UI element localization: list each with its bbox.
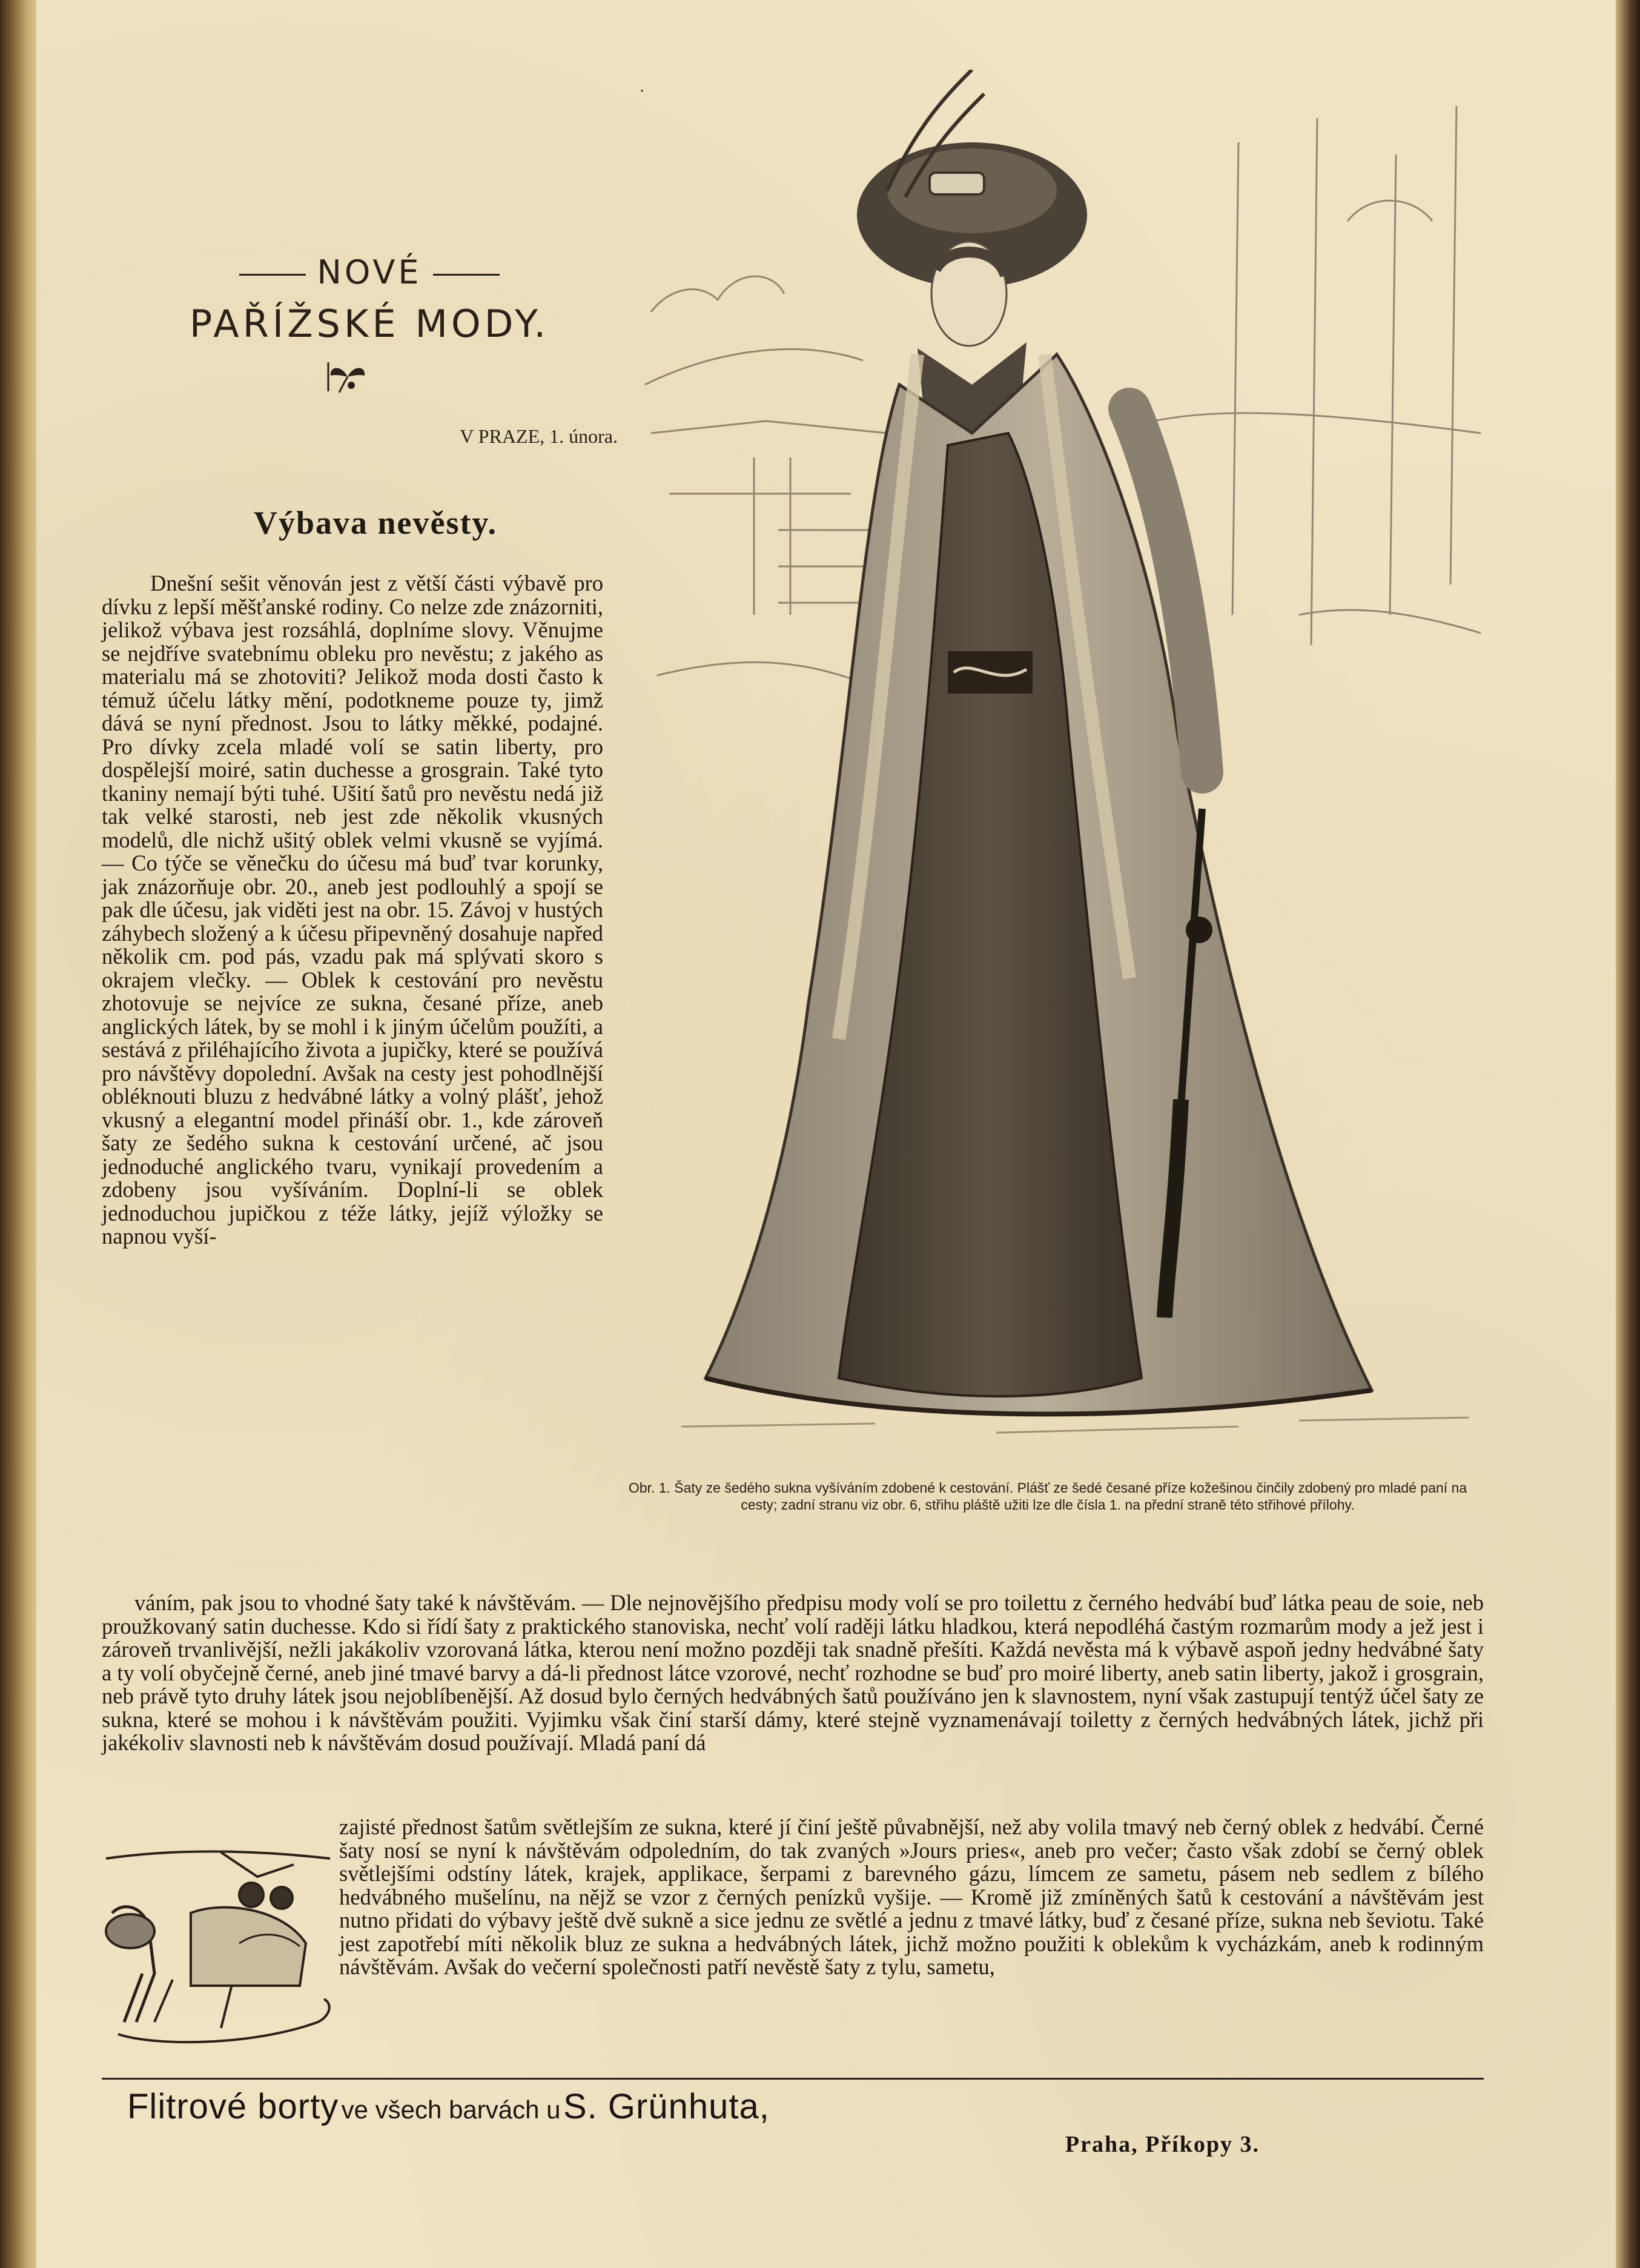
dateline: V PRAZE, 1. února. — [460, 425, 618, 447]
sleigh-vignette — [100, 1840, 339, 2054]
article-continued-full-width: váním, pak jsou to vhodné šaty také k návštěvám. — Dle nejnovějšího předpisu mody volí se pro toilettu z černého hedvábí buď látka peau de soie, neb proužkovaný satin duchesse. Kdo si řídí šaty z praktického stanoviska, nechť volí raději látku hladkou, která nepodléhá častým rozmarům mody a jež jest i zároveň trvanlivější, nežli jakákoliv vzorovaná látka, kterou není možno později tak snadně přešíti. Každá nevěsta má k výbavě aspoň jedny hedvábné šaty a ty volí obyčejně černé, aneb jiné tmavé barvy a dá-li přednost látce vzorové, nechť rozhodne se buď pro moiré liberty, aneb satin liberty, jakož i grosgrain, neb právě tyto druhy látek jsou nejoblíbenější. Až dosud bylo černých hedvábných šatů používáno jen k slavnostem, nyní však zastupují tentýž účel šaty ze sukna, které se mohou i k návštěvám použiti. Vyjimku však činí starší dámy, které stejně vyznamenávají toiletty z černých hedvábných látek, jichž při jakékoliv slavnosti neb k návštěvám dosud používají. Mladá paní dá — [102, 1590, 1484, 1755]
advertisement-middle: ve všech barvách u — [341, 2095, 561, 2124]
fashion-illustration — [633, 70, 1493, 1475]
header-kicker-text: NOVÉ — [317, 253, 422, 291]
article-intro-column: Dnešní sešit věnován jest z větší části výbavě pro dívku z lepší měšťanské rodiny. Co nelze zde znázorniti, jelikož výbava jest rozsáhlá, doplníme slovy. Věnujme se nejdříve svatebnímu obleku pro nevěstu; z jakého as materialu má se zhotoviti? Jelikož moda dosti často k témuž účelu látky mění, podotkneme pouze ty, jimž dává se nyní přednost. Jsou to látky měkké, podajné. Pro dívky zcela mladé volí se satin liberty, pro dospělejší moiré, satin duchesse a grosgrain. Také tyto tkaniny nemají býti tuhé. Ušití šatů pro nevěstu nedá již tak velké starosti, neb jest zde několik vkusných modelů, dle nichž ušitý oblek velmi vkusně se vyjímá. — Co týče se věnečku do účesu má buď tvar korunky, jak znázorňuje obr. 20., aneb jest podlouhlý a spojí se pak dle účesu, jak viděti jest na obr. 15. Závoj v hustých záhybech složený a k účesu připevněný dosahuje napřed několik cm. pod pás, vzadu pak má splývati skoro s okrajem vlečky. — Oblek k cestování pro nevěstu zhotovuje se nejvíce ze sukna, česané příze, aneb anglických látek, by se mohl i k jiným účelům použíti, a sestává z přiléhajícího života a jupičky, které se používá pro návštěvy dopolední. Avšak na cesty jest pohodlnější obléknouti bluzu z hedvábné látky a volný plášť, jehož vkusný a elegantní model přináší obr. 1., kde zároveň šaty ze šedého sukna k cestování určené, ač jsou jednoduché anglického tvaru, vynikají provedením a zdobeny jsou vyšíváním. Doplní-li se oblek jednoduchou jupičkou z téže látky, jejíž výložky se napnou vyší- — [102, 571, 603, 1248]
page-sheet — [36, 0, 1616, 2268]
advertisement-product: Flitrové borty — [127, 2087, 339, 2126]
article-title: Výbava nevěsty. — [253, 505, 497, 541]
book-binding-right — [1616, 0, 1640, 2268]
advertisement — [127, 2086, 1472, 2127]
advertisement-merchant: S. Grünhuta, — [563, 2087, 770, 2126]
header-title: PAŘÍŽSKÉ MODY. — [189, 302, 550, 346]
figure-caption: Obr. 1. Šaty ze šedého sukna vyšíváním zdobené k cestování. Plášť ze šedé česané příze kožešinou činčily zdobený pro mladé paní na cesty; zadní stranu viz obr. 6, střihu pláště užiti lze dle čísla 1. na přední straně této střihové přílohy. — [628, 1480, 1467, 1513]
book-binding-left — [0, 0, 36, 2268]
advertisement-divider — [102, 2078, 1484, 2080]
advertisement-address: Praha, Příkopy 3. — [1065, 2132, 1260, 2157]
print-speck: · — [640, 82, 645, 101]
article-continued-beside-vignette: zajisté přednost šatům světlejším ze sukna, které jí činí ještě půvabnější, než aby volila tmavý neb černý oblek z hedvábí. Černé šaty nosí se nyní k návštěvám odpoledním, do tak zvaných »Jours pries«, aneb pro večer; často však zdobí se černý oblek světlejšími odstíny látek, krajek, applikace, šerpami z barevného gázu, límcem ze sametu, pásem neb sedlem z bílého hedvábného mušelínu, na nějž se vzor z černých penízků vyšije. — Kromě již zmíněných šatů k cestování a návštěvám jest nutno přidati do výbavy ještě dvě sukně a sice jednu ze světlé a jednu z tmavé látky, buď z česané příze, sukna neb ševiotu. Také jest zapotřebí míti několik bluz ze sukna a hedvábných látek, jichž možno použiti k oblekům k vycházkám, aneb k rodinným návštěvám. Avšak do večerní společnosti patří nevěstě šaty z tylu, sametu, — [339, 1814, 1484, 1979]
leaf-ornament-icon — [323, 359, 372, 395]
header-kicker — [200, 253, 539, 291]
